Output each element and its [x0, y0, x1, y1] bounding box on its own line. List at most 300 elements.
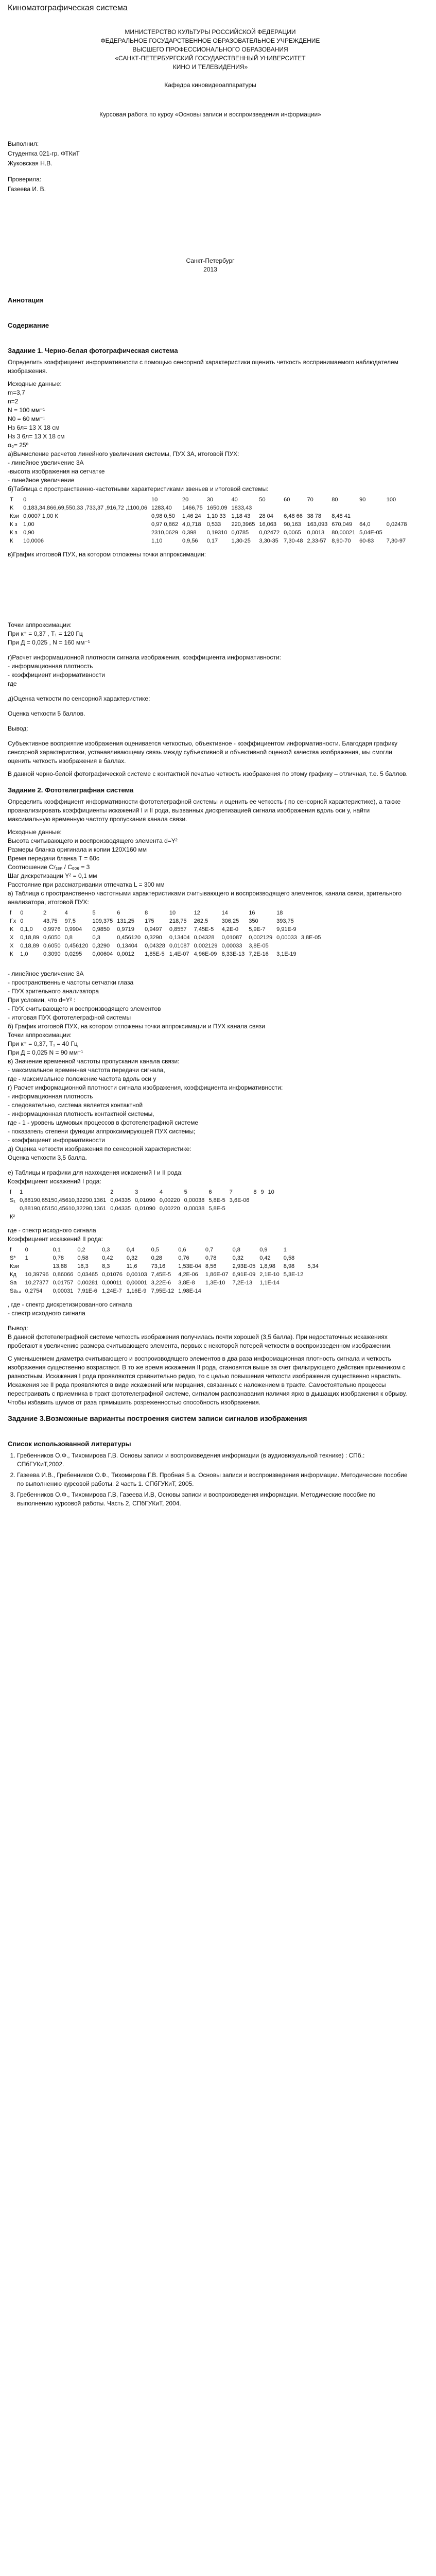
table-row: [8, 537, 409, 545]
info-item: - показатель степени функции аппроксимирующей ПУХ системы;: [8, 1128, 196, 1135]
given-item: N0 = 60 мм⁻¹: [8, 415, 45, 422]
task2-conclusion2: С уменьшением диаметра считывающего и воспроизводящего элементов в два раза информационная плотность сигнала и четкость изображения существенно возрастают. В то же время искажения II рода, становятся выше за счет фильтрующего действия приемником с разностным. Искажения I рода проявляются сравнительно редко, то с целью повышения четкости изображения существенно нарастать. Искажения же II рода проявляются в виде искажений или мерцания, связанных с наложением в тракте. Самостоятельно процессы перестраивать с приемника в тракт фототелеграфной системе, сигналом распознавания наличия ярко в дышащих изображения к обрыву. Чтобы избавить шумов от раза прямышить розреженностью способность изображения.: [8, 1355, 407, 1406]
table-cell: 5,8E-5: [208, 1197, 225, 1204]
task2-table-caption: а) Таблица с пространственно частотными характеристиками считывающего и воспроизводящего элементов, канала связи, зрительного анализатора, итоговой ПУХ:: [8, 890, 402, 906]
table-cell: 6,48 66: [284, 513, 303, 519]
table-cell: 0,01757: [53, 1280, 74, 1286]
checker-block: [8, 175, 413, 194]
table-cell: 3,8E-05: [301, 935, 321, 941]
table-cell: 0,28: [151, 1255, 163, 1261]
table-cell: 0,0007 1,00 К: [23, 513, 58, 519]
table-cell: 0: [25, 1247, 28, 1253]
header-line: «САНКТ-ПЕТЕРБУРГСКИЙ ГОСУДАРСТВЕННЫЙ УНИВЕРСИТЕТ: [115, 55, 306, 62]
table-cell: 1,24E-7: [102, 1288, 122, 1294]
table-cell: [108, 1213, 133, 1221]
executed-label: Выполнил:: [8, 140, 39, 147]
table-cell: 90: [359, 497, 366, 503]
table-cell: 0,18,89: [20, 935, 39, 941]
table-cell: 12: [194, 910, 200, 916]
task2-sensor-text: д) Оценка четкости изображения по сенсорной характеристике:: [8, 1145, 191, 1153]
table-cell: 4,96E-09: [194, 951, 217, 957]
table-cell: 0,00604: [92, 951, 113, 957]
table-cell: 163,093: [307, 521, 328, 528]
table-cell: 8: [253, 1189, 257, 1195]
table-row: [8, 1196, 276, 1205]
table-cell: 0,9719: [117, 926, 134, 933]
task1-calc-text: а)Вычисление расчетов линейного увеличения системы, ПУХ 3А, итоговой ПУХ:: [8, 450, 239, 457]
table-row: [8, 942, 323, 950]
table-row: [8, 1254, 321, 1262]
task2-items-list: [8, 970, 413, 1022]
task2-approx-list: [8, 1040, 413, 1057]
table-cell: 60-83: [359, 538, 374, 544]
table-cell: 8,98: [283, 1263, 295, 1269]
table-cell: 0,00220: [159, 1197, 180, 1204]
task2-intro: Определить коэффициент информативности фототелеграфной системы и оценить ее четкость ( по сенсорной характеристике), а также проанализировать коэффициенты искажений I и II рода, вызванных дискретизацией сигнала изображения вдоль оси y, найти максимальную временную частоту пропускания канала связи.: [8, 798, 401, 823]
table-cell: 0,00281: [77, 1280, 98, 1286]
table-cell: 0,42: [102, 1255, 113, 1261]
table-cell: 8,3: [102, 1263, 110, 1269]
table-cell: 0,19310: [206, 530, 228, 536]
student: Студентка 021-гр. ФТКиТ: [8, 150, 80, 157]
table-cell: 1,1E-14: [259, 1280, 280, 1286]
task2-where2-list: [8, 1300, 413, 1318]
table-cell: 0,0785: [231, 530, 249, 536]
table-cell: 13,88: [53, 1263, 67, 1269]
task1-given-list: [8, 388, 413, 450]
list-item: - пространственные частоты сетчатки глаза: [8, 979, 134, 986]
table-cell: [231, 1287, 258, 1295]
table-cell: 0,00038: [184, 1206, 205, 1212]
table-cell: 10,0006: [23, 538, 44, 544]
table-cell: 0,01090: [135, 1206, 155, 1212]
table-cell: 0,04328: [194, 935, 215, 941]
table-cell: 0,456120: [64, 943, 89, 949]
table-cell: 0,3: [92, 935, 100, 941]
table-cell: 220,3965: [231, 521, 255, 528]
task2-channel-text: в) Значение временной частоты пропускания канала связи:: [8, 1058, 180, 1065]
table-cell: [206, 1213, 227, 1221]
table-cell: 262,5: [194, 918, 208, 924]
table-row: [8, 917, 323, 925]
list-item: , где - спектр дискретизированного сигнала: [8, 1301, 132, 1308]
table-cell: 0,398: [182, 530, 197, 536]
table-cell: 0,00001: [126, 1280, 147, 1286]
table-cell: [274, 942, 299, 950]
header-line: ВЫСШЕГО ПРОФЕССИОНАЛЬНОГО ОБРАЗОВАНИЯ: [132, 46, 288, 53]
list-item: - ПУХ зрительного анализатора: [8, 988, 99, 995]
task2-distort-sub2: Коэффициент искажений II рода:: [8, 1235, 103, 1243]
table-cell: 0,9,56: [182, 538, 198, 544]
task1-conclusion-label: Вывод:: [8, 725, 28, 732]
table-cell: 0,86066: [53, 1272, 74, 1278]
table-cell: К: [10, 951, 13, 957]
list-item: - максимальное временная частота передачи сигнала,: [8, 1066, 165, 1074]
approx-item: При к⁺ = 0,37 , T₁ = 120 Гц: [8, 630, 83, 637]
table-cell: 0,5: [151, 1247, 159, 1253]
table-cell: 1,86E-07: [205, 1272, 229, 1278]
table-cell: 0,18,89: [20, 943, 39, 949]
task1-conclusion2: В данной черно-белой фотографической системе с контактной печатью четкость изображения по этому графику – отличная, т.е. 5 баллов.: [8, 770, 408, 777]
task2-table: [8, 909, 323, 958]
reference-item: 1. Гребенников О.Ф., Тихомирова Г.В. Основы записи и воспроизведения информации (в аудиовизуальной технике) : СПб.: СПбГУКиТ,2002.: [17, 1451, 413, 1469]
table-row: [8, 934, 323, 942]
distortion-table-2: [8, 1246, 321, 1295]
table-cell: 0,6: [178, 1247, 186, 1253]
table-cell: 7: [229, 1189, 233, 1195]
table-cell: 0,4: [126, 1247, 135, 1253]
given-item: Нз 6л= 13 Х 18 см: [8, 424, 60, 431]
info-item: - информационная плотность контактной системы,: [8, 1110, 154, 1117]
table-cell: 7,2E-13: [232, 1280, 253, 1286]
table-cell: [8, 1205, 18, 1213]
task1-table: [8, 496, 409, 545]
table-cell: 0,0013: [307, 530, 325, 536]
table-cell: 20: [182, 497, 189, 503]
table-cell: 3,6E-06: [229, 1197, 250, 1204]
table-cell: 3,1E-19: [276, 951, 297, 957]
table-cell: 0,01087: [169, 943, 190, 949]
table-cell: К: [10, 538, 13, 544]
task2-heading: Задание 2. Фототелеграфная система: [8, 786, 134, 794]
table-row: [8, 1246, 321, 1254]
table-cell: [266, 1213, 276, 1221]
table-cell: 0,58: [77, 1255, 89, 1261]
table-cell: 0,76: [178, 1255, 189, 1261]
coursework-title: Курсовая работа по курсу «Основы записи и воспроизведения информации»: [99, 111, 321, 118]
year: 2013: [203, 266, 217, 273]
task1-info-text: г)Расчет информационной плотности сигнала изображения, коэффициента информативности:: [8, 654, 281, 661]
table-cell: 175: [145, 918, 154, 924]
approx-item: При к⁺ = 0,37, T₁ = 40 Гц: [8, 1040, 78, 1047]
table-cell: 10: [268, 1189, 274, 1195]
table-cell: 4: [159, 1189, 163, 1195]
table-cell: S₁: [10, 1197, 16, 1204]
task1-conclusion: Субъективное восприятие изображения оценивается четкостью, объективное - коэффициентом информативности. Благодаря графику сенсорной характеристики, устанавливающему связь между субъективной и объективной оценкой качества изображения, мы смогли оценить четкость изображения в баллах.: [8, 740, 398, 765]
table-cell: 0,04335: [110, 1206, 131, 1212]
table-cell: 0,17: [206, 538, 218, 544]
table-cell: 7,95E-12: [151, 1288, 175, 1294]
table-cell: [357, 512, 385, 520]
table-cell: 7,30-97: [386, 538, 406, 544]
list-item: - ПУХ считывающего и воспроизводящего элементов: [8, 1005, 161, 1012]
table-cell: 7,2E-16: [249, 951, 269, 957]
info-item: - коэффициент информативности: [8, 671, 105, 679]
given-item: m=3,7: [8, 389, 25, 396]
table-cell: 131,25: [117, 918, 134, 924]
table-cell: [257, 1287, 282, 1295]
table-cell: [251, 1213, 258, 1221]
table-cell: 0,183,34,866,69,550,33 ,733,37 ,916,72 ,1100,06: [23, 505, 147, 511]
table-cell: 1,30-25: [231, 538, 251, 544]
table-cell: 0,78: [53, 1255, 64, 1261]
table-cell: 0,97 0,862: [151, 521, 178, 528]
table-cell: 5,3E-12: [283, 1272, 304, 1278]
city: Санкт-Петербург: [186, 257, 235, 264]
table-cell: 0: [20, 910, 24, 916]
table-cell: 80: [332, 497, 338, 503]
table-cell: 393,75: [276, 918, 294, 924]
table-cell: 1,46 24: [182, 513, 201, 519]
info-item: - следовательно, система является контактной: [8, 1101, 143, 1109]
table-row: [8, 1213, 276, 1221]
table-cell: 0,9: [259, 1247, 268, 1253]
task1-intro: Определить коэффициент информативности с помощью сенсорной характеристики оценить четкость воспринимаемого наблюдателем изображения.: [8, 359, 398, 375]
task1-sensor-text: д)Оценка четкости по сенсорной характеристике:: [8, 695, 150, 702]
table-cell: [282, 1287, 306, 1295]
table-cell: 0,3290: [92, 943, 110, 949]
table-cell: 5,8E-5: [208, 1206, 225, 1212]
table-cell: 64,0: [359, 521, 371, 528]
table-cell: 97,5: [64, 918, 76, 924]
list-item: - спектр исходного сигнала: [8, 1310, 85, 1317]
table-row: [8, 925, 323, 934]
table-cell: 8: [145, 910, 148, 916]
references-heading: Список использованной литературы: [8, 1440, 131, 1448]
table-cell: 0,00011: [102, 1280, 123, 1286]
table-cell: 73,16: [151, 1263, 166, 1269]
table-cell: 2,33-57: [307, 538, 326, 544]
table-cell: 0,002129: [249, 935, 273, 941]
table-cell: 0,0065: [284, 530, 301, 536]
table-cell: [228, 1213, 252, 1221]
table-cell: 0,9850: [92, 926, 110, 933]
table-cell: 2,93E-05: [232, 1263, 256, 1269]
table-cell: K: [10, 505, 14, 511]
table-cell: 0,01076: [102, 1272, 123, 1278]
list-item: При условии, что d=Y² :: [8, 996, 76, 1004]
table-cell: 0: [23, 497, 27, 503]
contents-heading: Содержание: [8, 321, 49, 329]
given-item: α₀= 25º: [8, 442, 28, 449]
task2-conclusion-label: Вывод:: [8, 1325, 28, 1332]
task2-ratio: Соотношение Сʸ₁ₑₚ / Сₒ₀ₑ = 3: [8, 863, 90, 871]
table-cell: 350: [249, 918, 258, 924]
table-cell: 38 78: [307, 513, 321, 519]
table-cell: 1,4E-07: [169, 951, 189, 957]
table-cell: 5: [184, 1189, 187, 1195]
table-cell: 5,34: [307, 1263, 319, 1269]
given-item: Нз 3 6л= 13 Х 18 см: [8, 433, 65, 440]
table-cell: 1,8,98: [259, 1263, 275, 1269]
table-cell: 0,00220: [159, 1206, 180, 1212]
table-cell: [133, 1213, 158, 1221]
header-line: МИНИСТЕРСТВО КУЛЬТУРЫ РОССИЙСКОЙ ФЕДЕРАЦИИ: [125, 28, 296, 36]
header-line: ФЕДЕРАЛЬНОЕ ГОСУДАРСТВЕННОЕ ОБРАЗОВАТЕЛЬНОЕ УЧРЕЖДЕНИЕ: [100, 37, 320, 44]
table-cell: Кд: [10, 1272, 16, 1278]
distortion-table-1: [8, 1188, 276, 1221]
table-cell: 0,3: [102, 1247, 110, 1253]
table-cell: 1833,43: [231, 505, 252, 511]
table-cell: 8,48 41: [332, 513, 351, 519]
table-cell: 0,3290: [145, 935, 162, 941]
table-cell: 0,04335: [110, 1197, 131, 1204]
department: Кафедра киновидеоаппаратуры: [164, 81, 256, 89]
table-cell: 0,01087: [221, 935, 242, 941]
table-cell: 5: [92, 910, 96, 916]
table-cell: 0,9497: [145, 926, 162, 933]
table-cell: 8,90-70: [332, 538, 351, 544]
executor-block: [8, 140, 413, 168]
table-cell: 0,78: [205, 1255, 217, 1261]
table-cell: К²: [10, 1214, 15, 1220]
table-cell: 1: [25, 1255, 28, 1261]
table-cell: 2: [110, 1189, 114, 1195]
table-row: [8, 1270, 321, 1279]
table-cell: 1,85E-5: [145, 951, 165, 957]
table-cell: 0,8: [64, 935, 73, 941]
table-cell: 30: [206, 497, 213, 503]
task2-time: Время передачи бланка Т = 60с: [8, 855, 99, 862]
table-cell: f: [10, 910, 12, 916]
table-cell: 90,163: [284, 521, 301, 528]
table-cell: 4,2E-06: [178, 1272, 198, 1278]
header-block: [8, 28, 413, 72]
info-item: где: [8, 680, 17, 687]
table-cell: 0,9976: [43, 926, 61, 933]
page-title: Киноматографическая система: [8, 4, 128, 12]
table-cell: 0,533: [206, 521, 221, 528]
calc-item: - линейное увеличение: [8, 477, 75, 484]
table-cell: K: [10, 926, 14, 933]
table-cell: 1,00: [23, 521, 34, 528]
task1-approx-label: Точки аппроксимации:: [8, 621, 72, 629]
table-cell: 5,04E-05: [359, 530, 382, 536]
table-cell: 0,3090: [43, 951, 61, 957]
table-cell: 43,75: [43, 918, 58, 924]
table-cell: 0,03465: [77, 1272, 98, 1278]
task2-given-label: Исходные данные:: [8, 828, 62, 836]
table-cell: 1,3E-10: [205, 1280, 225, 1286]
table-cell: T: [10, 497, 13, 503]
table-cell: 28 04: [259, 513, 273, 519]
table-cell: f: [10, 1189, 12, 1195]
table-cell: 3,8E-05: [249, 943, 269, 949]
table-cell: 3,22E-6: [151, 1280, 171, 1286]
table-cell: 1,16E-9: [126, 1288, 147, 1294]
table-cell: 6: [208, 1189, 212, 1195]
table-cell: 1,10: [151, 538, 163, 544]
table-cell: 1466,75: [182, 505, 203, 511]
table-cell: 11,6: [126, 1263, 137, 1269]
table-cell: f: [10, 1247, 12, 1253]
table-cell: 4,0,718: [182, 521, 201, 528]
task1-given-label: Исходные данные:: [8, 380, 62, 387]
table-cell: 0,88190,65150,45610,32290,1361: [20, 1197, 107, 1204]
task3-heading: Задание 3.Возможные варианты построения систем записи сигналов изображения: [8, 1414, 307, 1422]
info-item: - информационная плотность: [8, 663, 93, 670]
table-cell: 9: [260, 1189, 264, 1195]
table-cell: 5,9E-7: [249, 926, 266, 933]
table-cell: 16,063: [259, 521, 277, 528]
table-cell: 1,10 33: [206, 513, 226, 519]
table-cell: 0,6050: [43, 935, 61, 941]
table-cell: Sa₁₄: [10, 1288, 21, 1294]
table-cell: S*: [10, 1255, 16, 1261]
table-cell: 0,2754: [25, 1288, 43, 1294]
table-cell: 10,39796: [25, 1272, 49, 1278]
task2-distance: Расстояние при рассматривании отпечатка L = 300 мм: [8, 881, 165, 888]
table-cell: 2,1E-10: [259, 1272, 280, 1278]
table-cell: 18,3: [77, 1263, 89, 1269]
table-row: [8, 496, 409, 504]
table-row: [8, 909, 323, 917]
table-cell: 0,00033: [221, 943, 242, 949]
table-cell: 7,45E-5: [151, 1272, 171, 1278]
table-cell: 6,91E-09: [232, 1272, 256, 1278]
task1-heading: Задание 1. Черно-белая фотографическая система: [8, 347, 178, 354]
table-cell: 10,27377: [25, 1280, 49, 1286]
table-cell: 0,13404: [117, 943, 138, 949]
approx-item: При Д = 0,025 , N = 160 мм⁻¹: [8, 639, 90, 646]
table-cell: 0,7: [205, 1247, 214, 1253]
task2-format: Размеры бланка оригинала и копии 120Х160 мм: [8, 846, 147, 853]
given-item: N = 100 мм⁻¹: [8, 406, 45, 414]
table-cell: 14: [221, 910, 228, 916]
task2-distort-sub: Коэффициент искажений I рода:: [8, 1178, 101, 1185]
table-cell: 70: [307, 497, 313, 503]
calc-item: -высота изображения на сетчатке: [8, 468, 105, 475]
table-cell: 4,2E-0: [221, 926, 238, 933]
header-line: КИНО И ТЕЛЕВИДЕНИЯ»: [172, 63, 248, 71]
table-cell: 60: [284, 497, 290, 503]
info-item: где - 1 - уровень шумовых процессов в фототелеграфной системе: [8, 1119, 199, 1126]
task2-conclusion: В данной фототелеграфной системе четкость изображения получилась почти хорошей (3,5 балла). При недостаточных искажениях пробегают к увеличению размера считывающего элемента, первых с некоторой потерей четкости в воспроизведенном изображении.: [8, 1333, 392, 1349]
reference-item: 3. Гребенников О.Ф., Тихомирова Г.В, Газеева И.В, Основы записи и воспроизведения информации. Методические пособие по выполнению курсовой работы. Часть 2, СПбГУКиТ, 2004.: [17, 1490, 413, 1508]
table-cell: [182, 1213, 207, 1221]
table-cell: 1: [283, 1247, 287, 1253]
task1-info-list: [8, 662, 413, 688]
table-cell: 7,30-48: [284, 538, 303, 544]
table-cell: 0,88190,65150,45610,32290,1361: [20, 1206, 107, 1212]
table-cell: 1650,09: [206, 505, 228, 511]
table-row: [8, 512, 409, 520]
table-cell: К з: [10, 530, 18, 536]
table-cell: 40: [231, 497, 238, 503]
task1-approx-list: [8, 630, 413, 647]
table-cell: 0,32: [126, 1255, 138, 1261]
table-cell: 218,75: [169, 918, 187, 924]
table-cell: Кэи: [10, 1263, 20, 1269]
table-row: [8, 1262, 321, 1270]
task2-distort-caption: е) Таблицы и графики для нахождения искажений I и II рода:: [8, 1169, 183, 1176]
table-cell: 0,04328: [145, 943, 165, 949]
checked-label: Проверила:: [8, 176, 42, 183]
given-item: n=2: [8, 398, 19, 405]
table-cell: 0,13404: [169, 935, 190, 941]
info-item: - коэффициент информативности: [8, 1137, 105, 1144]
table-cell: 0,2: [77, 1247, 85, 1253]
table-cell: 0,456120: [117, 935, 141, 941]
table-cell: 6: [117, 910, 120, 916]
table-cell: [258, 1213, 266, 1221]
table-cell: 1,98E-14: [178, 1288, 201, 1294]
table-cell: 0,42: [259, 1255, 271, 1261]
task2-info-list: [8, 1092, 413, 1145]
task2-distort-where: где - спектр исходного сигнала: [8, 1227, 96, 1234]
table-cell: 0,02478: [386, 521, 407, 528]
table-cell: 0,9904: [64, 926, 82, 933]
table-cell: 10: [151, 497, 158, 503]
table-cell: Sa: [10, 1280, 17, 1286]
task1-sensor-score: Оценка четкости 5 баллов.: [8, 710, 85, 717]
table-row: [8, 1188, 276, 1196]
table-cell: 0,0295: [64, 951, 82, 957]
table-cell: 0,1: [53, 1247, 61, 1253]
table-cell: [282, 1279, 306, 1287]
table-cell: f´x: [10, 918, 16, 924]
table-cell: 0,0012: [117, 951, 134, 957]
